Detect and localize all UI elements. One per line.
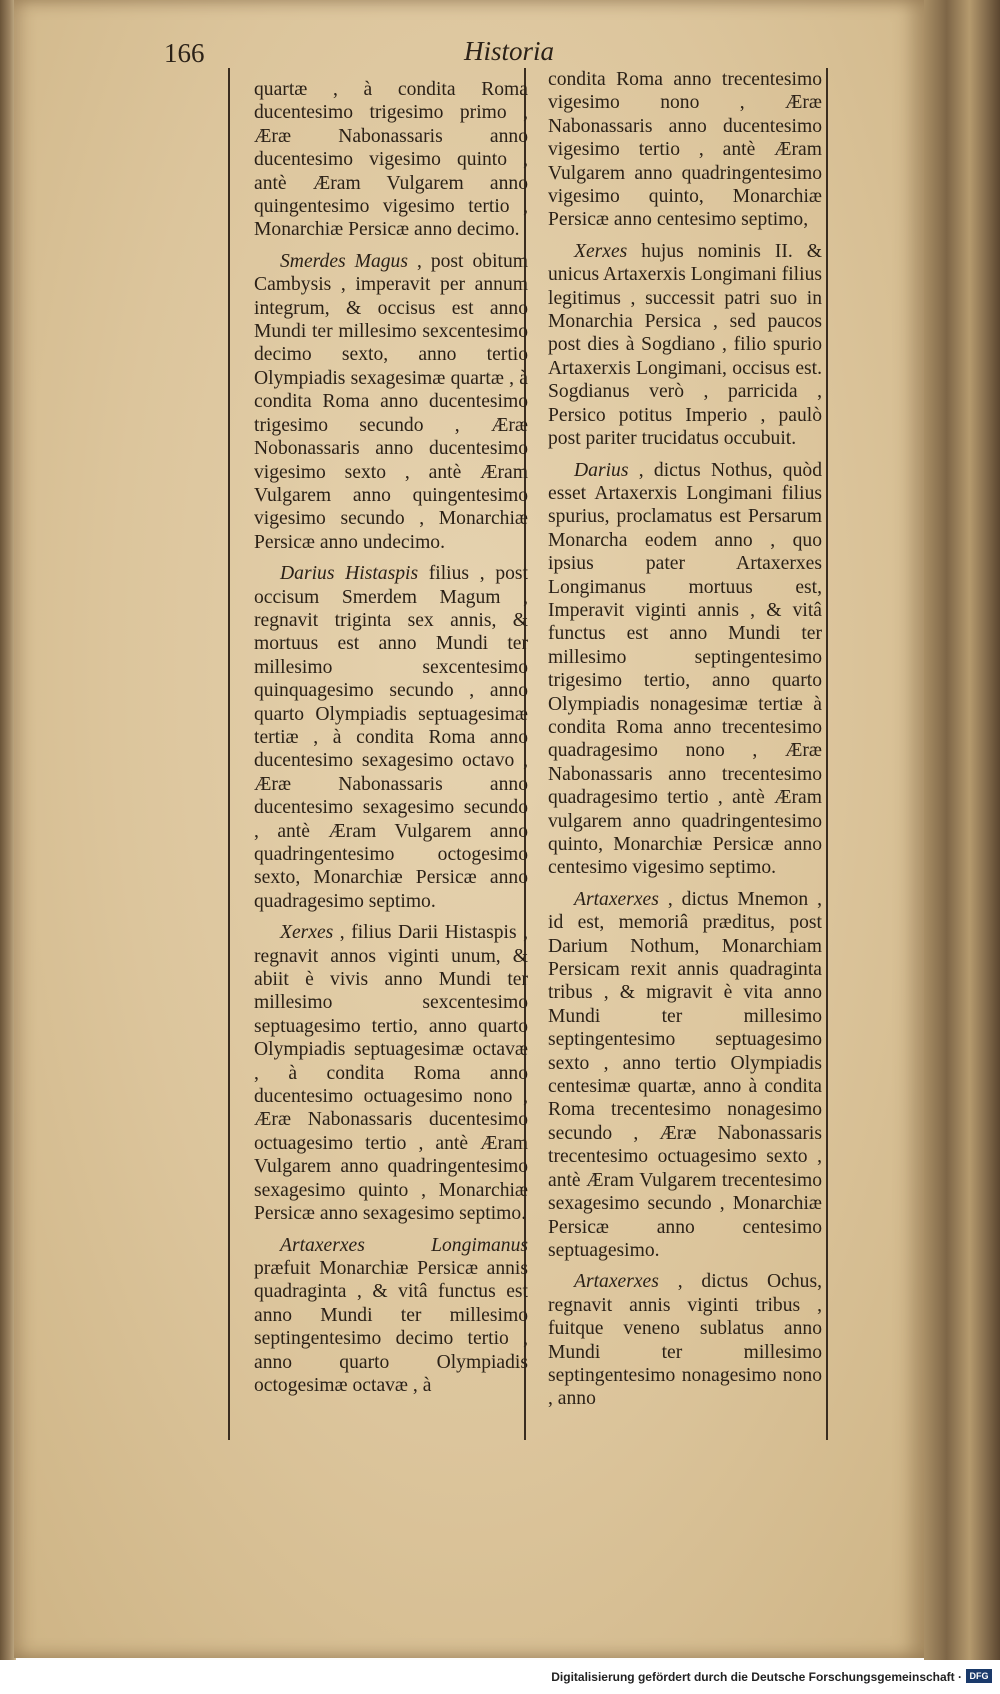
ruler-name: Xerxes: [280, 922, 334, 944]
ruler-name: Artaxerxes: [574, 888, 659, 910]
paragraph-text: , dictus Mnemon , id est, memoriâ præditus, post Darium Nothum, Monarchiam Persicam rexit annis quadraginta tribus , & migravit è vita anno Mundi ter millesimo septingentesimo septuagesimo sexto , anno tertio Olympiadis centesimæ quartæ, anno à condita Roma trecentesimo nonagesimo secundo , Æræ Nabonassaris trecentesimo octuagesimo sexto , antè Æram Vulgarem trecentesimo sexagesimo secundo , Monarchiæ Persicæ anno centesimo septuagesimo.: [548, 888, 822, 1261]
paragraph-text: , dictus Ochus, regnavit annis viginti tribus , fuitque veneno sublatus anno Mundi ter millesimo septingentesimo nonagesimo nono , anno: [548, 1271, 822, 1410]
ruler-paragraph: [548, 240, 822, 451]
right-column: [548, 68, 822, 1419]
ruler-paragraph: [254, 921, 528, 1225]
paragraph-text: quartæ , à condita Roma ducentesimo trigesimo primo , Æræ Nabonassaris anno ducentesimo vigesimo quinto , antè Æram Vulgarem anno quingentesimo vigesimo tertio , Monarchiæ Persicæ anno decimo.: [254, 79, 528, 241]
ruler-name: Artaxerxes: [574, 1271, 659, 1293]
ruler-paragraph: [548, 888, 822, 1263]
right-outer-rule: [826, 68, 828, 1440]
book-page-stack-edge: [924, 0, 1000, 1660]
running-head: Historia: [464, 36, 555, 66]
ruler-paragraph: [548, 459, 822, 880]
paragraph-continuation: [548, 68, 822, 232]
ruler-name: Darius: [574, 459, 629, 481]
ruler-name: Artaxerxes Longimanus: [280, 1234, 528, 1256]
ruler-name: Smerdes Magus: [280, 250, 408, 272]
paragraph-text: , dictus Nothus, quòd esset Artaxerxis Longimani filius spurius, proclamatus est Persarum Monarcha eodem anno , quo ipsius pater Artaxerxes Longimanus mortuus est, Imperavit viginti annis , & vitâ functus est anno Mundi ter millesimo septingentesimo trigesimo tertio, anno quarto Olympiadis nonagesimæ tertiæ à condita Roma anno trecentesimo quadragesimo nono , Æræ Nabonassaris anno trecentesimo quadragesimo tertio , antè Æram vulgarem anno quadringentesimo quinto, Monarchiæ Persicæ anno centesimo vigesimo septimo.: [548, 459, 822, 879]
ruler-paragraph: [254, 250, 528, 554]
dfg-logo: DFG: [966, 1669, 992, 1683]
funding-credit: Digitalisierung gefördert durch die Deutsche Forschungsgemeinschaft ·: [551, 1670, 962, 1684]
paragraph-text: , post obitum Cambysis , imperavit per annum integrum, & occisus est anno Mundi ter millesimo sexcentesimo decimo sexto, anno tertio Olympiadis sexagesimæ quartæ , à condita Roma anno ducentesimo trigesimo secundo , Æræ Nobonassaris anno ducentesimo vigesimo sexto , antè Æram Vulgarem anno quingentesimo vigesimo secundo , Monarchiæ Persicæ anno undecimo.: [254, 250, 528, 553]
book-page: [14, 0, 926, 1658]
paragraph-text: hujus nominis II. & unicus Artaxerxis Longimani filius legitimus , successit patri suo in Monarchia Persica , sed paucos post dies à Sogdiano , filio spurio Artaxerxis Longimani, occisus est. Sogdianus verò , parricida , Persico potitus Imperio , paulò post pariter trucidatus occubuit.: [548, 240, 822, 450]
paragraph-text: , filius Darii Histaspis , regnavit annos viginti unum, & abiit è vivis anno Mundi ter millesimo sexcentesimo septuagesimo tertio, anno quarto Olympiadis septuagesimæ octavæ , à condita Roma anno ducentesimo octuagesimo nono , Æræ Nabonassaris ducentesimo octuagesimo tertio , antè Æram Vulgarem anno quadringentesimo sexagesimo quinto , Monarchiæ Persicæ anno sexagesimo septimo.: [254, 922, 528, 1225]
left-column: [254, 78, 528, 1405]
paragraph-text: filius , post occisum Smerdem Magum , regnavit triginta sex annis, & mortuus est anno Mundi ter millesimo sexcentesimo quinquagesimo secundo , anno quarto Olympiadis septuagesimæ tertiæ , à condita Roma anno ducentesimo sexagesimo octavo , Æræ Nabonassaris anno ducentesimo sexagesimo secundo , antè Æram Vulgarem anno quadringentesimo octogesimo sexto, Monarchiæ Persicæ anno quadragesimo septimo.: [254, 563, 528, 912]
ruler-paragraph: [254, 562, 528, 913]
ruler-paragraph: [254, 1234, 528, 1398]
ruler-name: Darius Histaspis: [280, 563, 419, 585]
left-outer-rule: [228, 68, 230, 1440]
paragraph-text: condita Roma anno trecentesimo vigesimo nono , Æræ Nabonassaris anno ducentesimo vigesimo tertio , antè Æram Vulgarem anno quadringentesimo vigesimo quinto, Monarchiæ Persicæ anno centesimo septimo,: [548, 69, 822, 231]
page-number: 166: [164, 38, 205, 68]
ruler-name: Xerxes: [574, 240, 628, 262]
digitization-footer: [0, 1660, 1000, 1694]
paragraph-continuation: [254, 78, 528, 242]
paragraph-text: præfuit Monarchiæ Persicæ annis quadraginta , & vitâ functus est anno Mundi ter millesimo septingentesimo decimo tertio , anno quarto Olympiadis octogesimæ octavæ , à: [254, 1257, 528, 1396]
ruler-paragraph: [548, 1270, 822, 1410]
